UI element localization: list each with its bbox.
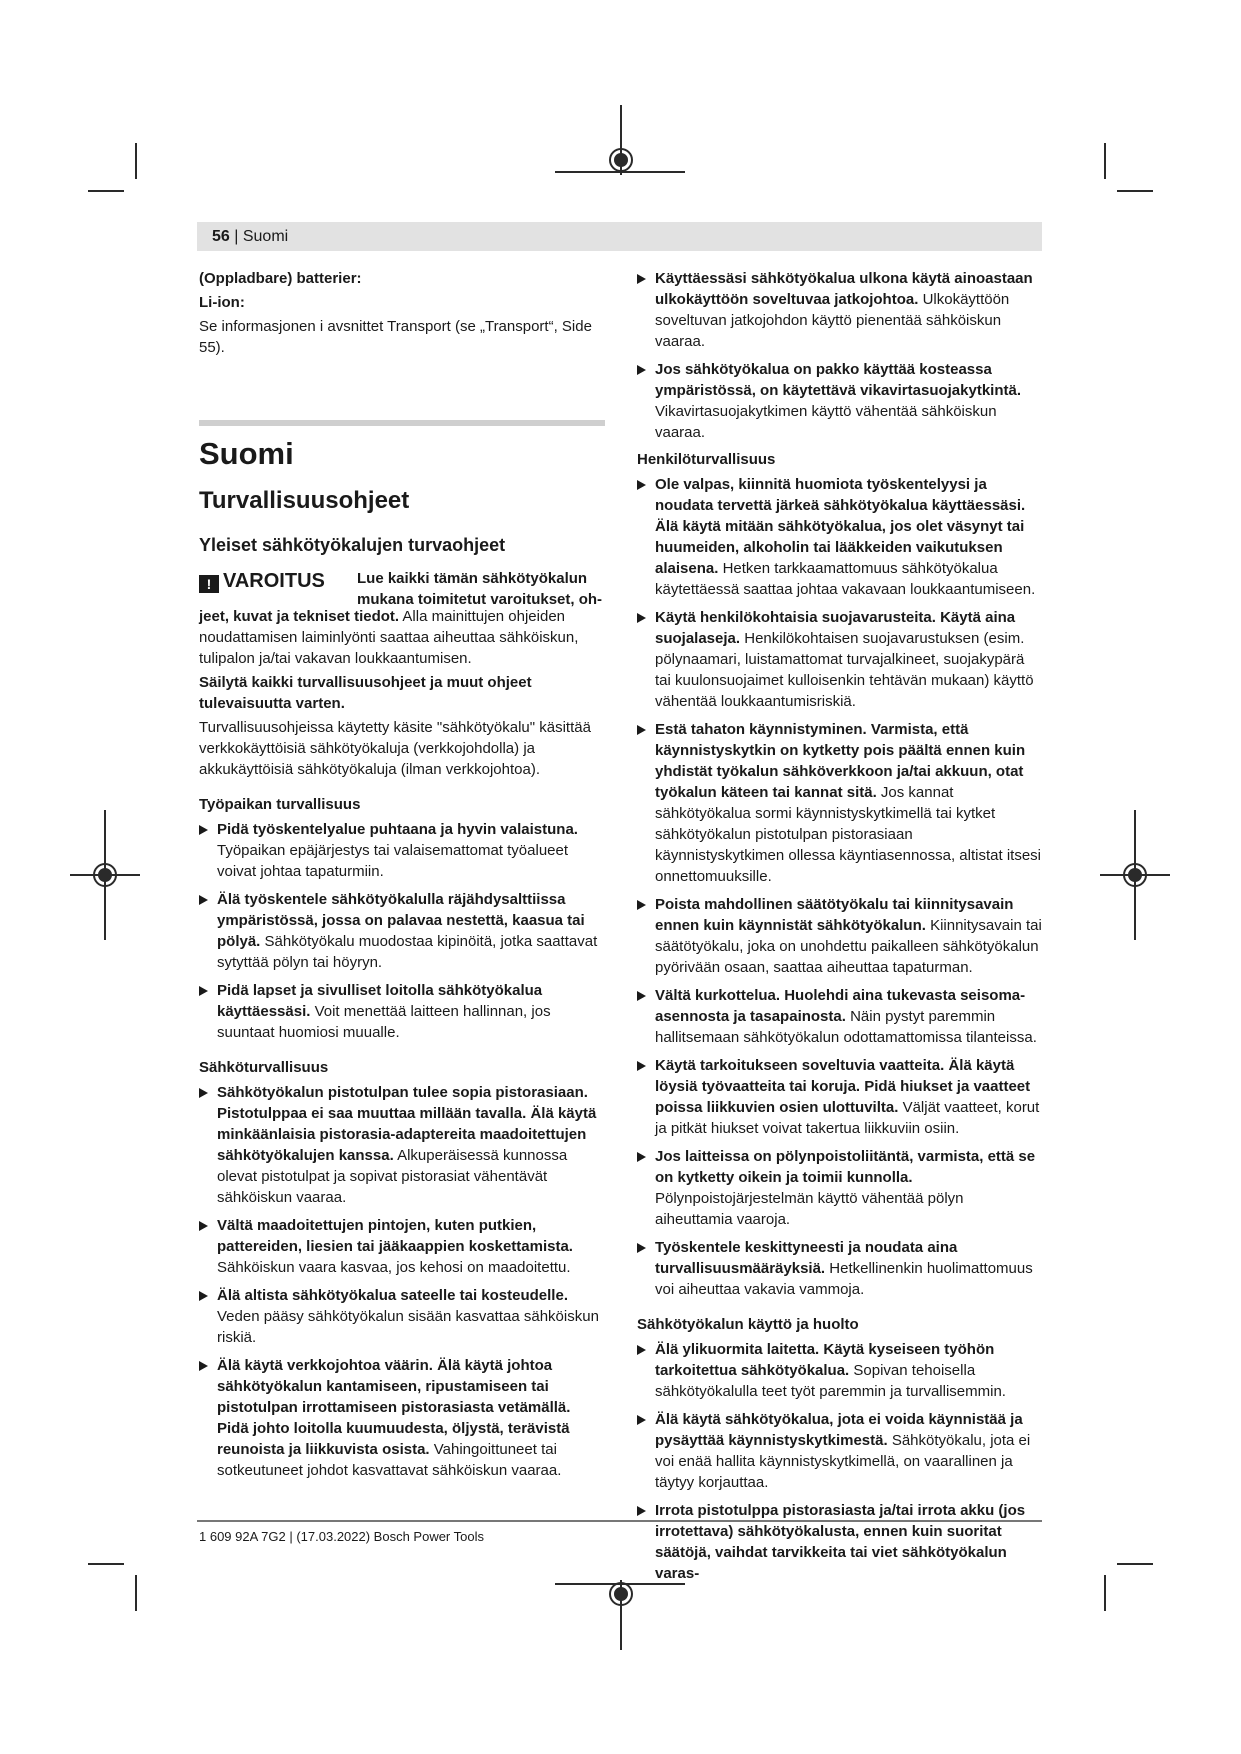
warning-lead: Lue kaikki tämän sähkötyökalun mukana toimitetut varoitukset, oh- bbox=[357, 570, 603, 608]
list-item: Vältä maadoitettujen pintojen, kuten putkien, pattereiden, liesien tai jääkaappien koskettamista. Sähköiskun vaara kasvaa, jos kehosi on maadoitettu. bbox=[199, 1215, 605, 1278]
list-item: Vältä kurkottelua. Huolehdi aina tukevasta seisoma-asennosta ja tasapainosta. Näin pystyt paremmin hallitsemaan sähkötyökalun odottamattomissa tilanteissa. bbox=[637, 985, 1043, 1048]
work-area-heading: Työpaikan turvallisuus bbox=[199, 796, 361, 813]
crop-mark bbox=[1117, 190, 1153, 192]
crop-mark bbox=[135, 143, 137, 179]
footer-divider bbox=[197, 1520, 1042, 1522]
list-item: Käytä tarkoitukseen soveltuvia vaatteita. Älä käytä löysiä työvaatteita tai koruja. Pidä hiukset ja vaatteet poissa liikkuvien osien ulottuvilta. Väljät vaatteet, korut ja pitkät hiukset voivat takertua liikkuviin osiin. bbox=[637, 1055, 1043, 1139]
crop-mark bbox=[1117, 1563, 1153, 1565]
list-item: Älä käytä verkkojohtoa väärin. Älä käytä johtoa sähkötyökalun kantamiseen, ripustamiseen tai pistotulpan irrottamiseen pistorasiasta vetämällä. Pidä johto loitolla kuumuudesta, öljystä, terävistä reunoista ja liikkuvista osista. Vahingoittuneet tai sotkeutuneet johdot kasvattavat sähköiskun vaaraa. bbox=[199, 1355, 605, 1481]
warning-badge bbox=[199, 570, 325, 593]
warning-block bbox=[199, 568, 605, 606]
crop-mark bbox=[88, 190, 124, 192]
page-title: Suomi bbox=[199, 436, 294, 471]
list-item: Poista mahdollinen säätötyökalu tai kiinnitysavain ennen kuin käynnistät sähkötyökalun. Kiinnitysavain tai säätötyökalu, joka on unohdettu paikalleen sähkötyökalun pyörivään osaan, saattaa aiheuttaa tapaturman. bbox=[637, 894, 1043, 978]
use-heading: Sähkötyökalun käyttö ja huolto bbox=[637, 1316, 859, 1333]
list-item: Estä tahaton käynnistyminen. Varmista, että käynnistyskytkin on kytketty pois päältä ennen kuin yhdistät työkalun sähköverkkoon ja/tai akkuun, otat työkalun käteen tai kannat sitä. Jos kannat sähkötyökalua sormi käynnistyskytkimellä tai kytket sähkötyökalun pistotulpan pistorasiaan käynnistyskytkimen ollessa käyntiasennossa, altistat itsesi onnettomuuksille. bbox=[637, 719, 1043, 887]
warning-label: VAROITUS bbox=[223, 570, 325, 592]
warning-continuation bbox=[199, 606, 605, 669]
list-item: Älä altista sähkötyökalua sateelle tai kosteudelle. Veden pääsy sähkötyökalun sisään kasvattaa sähköiskun riskiä. bbox=[199, 1285, 605, 1348]
list-item: Pidä työskentelyalue puhtaana ja hyvin valaistuna. Työpaikan epäjärjestys tai valaisemattomat työalueet voivat johtaa tapaturmiin. bbox=[199, 819, 605, 882]
crop-mark bbox=[135, 1575, 137, 1611]
list-item: Ole valpas, kiinnitä huomiota työskentelyysi ja noudata tervettä järkeä sähkötyökalua käyttäessäsi. Älä käytä mitään sähkötyökalua, jos olet väsynyt tai huumeiden, alkoholin tai lääkkeiden vaikutuksen alaisena. Hetken tarkkaamattomuus sähkötyökalua käytettäessä saattaa johtaa vakavaan loukkaantumiseen. bbox=[637, 474, 1043, 600]
warning-triangle-icon: ! bbox=[199, 575, 219, 593]
right-column bbox=[637, 268, 1043, 1584]
section-divider bbox=[199, 420, 605, 426]
list-item: Käyttäessäsi sähkötyökalua ulkona käytä ainoastaan ulkokäyttöön soveltuvaa jatkojohtoa. Ulkokäyttöön soveltuvan jatkojohdon käyttö pienentää sähköiskun vaaraa. bbox=[637, 268, 1043, 352]
registration-target-icon bbox=[93, 863, 117, 887]
list-item: Jos sähkötyökalua on pakko käyttää kosteassa ympäristössä, on käytettävä vikavirtasuojakytkintä. Vikavirtasuojakytkimen käyttö vähentää sähköiskun vaaraa. bbox=[637, 359, 1043, 443]
registration-target-icon bbox=[609, 1582, 633, 1606]
term-definition: Turvallisuusohjeissa käytetty käsite "sähkötyökalu" käsittää verkkokäyttöisiä sähkötyökaluja (verkkojohdolla) ja akkukäyttöisiä sähkötyökaluja (ilman verkkojohtoa). bbox=[199, 719, 591, 778]
warning-cont-text: Alla mainittujen ohjeiden noudattamisen laiminlyönti saattaa aiheuttaa sähköiskun, tulipalon ja/tai vakavan loukkaantumisen. bbox=[199, 608, 579, 667]
list-item: Työskentele keskittyneesti ja noudata aina turvallisuusmääräyksiä. Hetkellinenkin huolimattomuus voi aiheuttaa vakavia vammoja. bbox=[637, 1237, 1043, 1300]
crop-mark bbox=[1104, 1575, 1106, 1611]
crop-mark bbox=[1104, 143, 1106, 179]
battery-heading: (Oppladbare) batterier: bbox=[199, 270, 362, 287]
crop-mark bbox=[88, 1563, 124, 1565]
list-item: Käytä henkilökohtaisia suojavarusteita. Käytä aina suojalaseja. Henkilökohtaisen suojavarustuksen (esim. pölynaamari, luistamattomat turvajalkineet, suojakypärä tai kuulonsuojaimet kulloisenkin tehtävän mukaan) käyttö vähentää loukkaantumisriskiä. bbox=[637, 607, 1043, 712]
page-header bbox=[197, 222, 1042, 251]
list-item: Älä käytä sähkötyökalua, jota ei voida käynnistää ja pysäyttää käynnistyskytkimestä. Sähkötyökalu, jota ei voi enää hallita käynnistyskytkimellä, on vaarallinen ja täytyy korjauttaa. bbox=[637, 1409, 1043, 1493]
electrical-heading: Sähköturvallisuus bbox=[199, 1059, 329, 1076]
page-footer: 1 609 92A 7G2 | (17.03.2022) Bosch Power Tools bbox=[199, 1529, 484, 1544]
list-item: Jos laitteissa on pölynpoistoliitäntä, varmista, että se on kytketty oikein ja toimii kunnolla. Pölynpoistojärjestelmän käyttö vähentää pölyn aiheuttamia vaaroja. bbox=[637, 1146, 1043, 1230]
subsection-title: Yleiset sähkötyökalujen turvaohjeet bbox=[199, 535, 506, 555]
page-number: 56 bbox=[212, 228, 230, 245]
list-item: Irrota pistotulppa pistorasiasta ja/tai irrota akku (jos irrotettava) sähkötyökalusta, ennen kuin suoritat säätöjä, vaihdat tarvikkeita tai viet sähkötyökalun varas- bbox=[637, 1500, 1043, 1584]
section-title: Turvallisuusohjeet bbox=[199, 487, 410, 514]
header-section: Suomi bbox=[242, 228, 289, 245]
keep-instructions: Säilytä kaikki turvallisuusohjeet ja muut ohjeet tulevaisuutta varten. bbox=[199, 674, 532, 712]
battery-text: Se informasjonen i avsnittet Transport (se „Transport“, Side 55). bbox=[199, 318, 592, 356]
header-divider: | bbox=[234, 228, 239, 245]
battery-type: Li-ion: bbox=[199, 294, 245, 311]
list-item: Sähkötyökalun pistotulpan tulee sopia pistorasiaan. Pistotulppaa ei saa muuttaa millään tavalla. Älä käytä minkäänlaisia pistorasia-adaptereita maadoitettujen sähkötyökalujen kanssa. Alkuperäisessä kunnossa olevat pistotulpat ja sopivat pistorasiat vähentävät sähköiskun vaaraa. bbox=[199, 1082, 605, 1208]
registration-target-icon bbox=[1123, 863, 1147, 887]
personal-heading: Henkilöturvallisuus bbox=[637, 451, 776, 468]
registration-target-icon bbox=[609, 148, 633, 172]
left-column bbox=[199, 268, 605, 1481]
list-item: Älä työskentele sähkötyökalulla räjähdysalttiissa ympäristössä, jossa on palavaa nestettä, kaasua tai pölyä. Sähkötyökalu muodostaa kipinöitä, jotka saattavat sytyttää pölyn tai höyryn. bbox=[199, 889, 605, 973]
warning-cont-bold: jeet, kuvat ja tekniset tiedot. bbox=[199, 608, 400, 625]
list-item: Älä ylikuormita laitetta. Käytä kyseiseen työhön tarkoitettua sähkötyökalua. Sopivan tehoisella sähkötyökalulla teet työt paremmin ja turvallisemmin. bbox=[637, 1339, 1043, 1402]
list-item: Pidä lapset ja sivulliset loitolla sähkötyökalua käyttäessäsi. Voit menettää laitteen hallinnan, jos suuntaat huomiosi muualle. bbox=[199, 980, 605, 1043]
